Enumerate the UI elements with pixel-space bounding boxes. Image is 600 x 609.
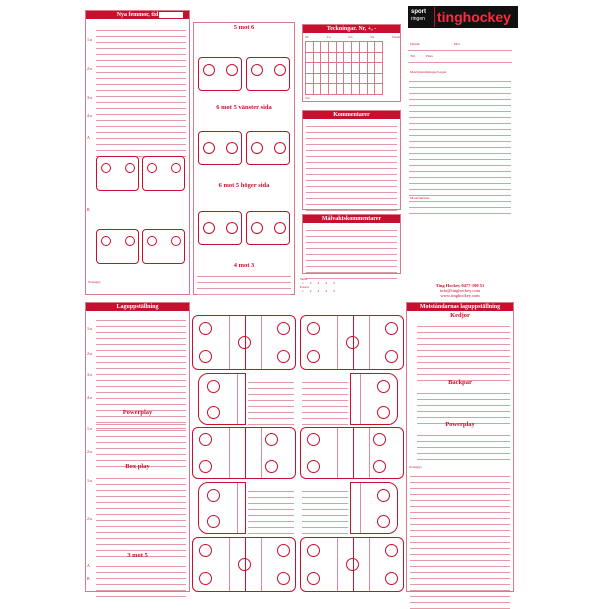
match-notes-lines[interactable] bbox=[409, 76, 511, 214]
comments-lines[interactable] bbox=[306, 121, 397, 223]
lineup-boxplay-title: Box play bbox=[125, 463, 150, 470]
passes-label: Passar bbox=[300, 285, 309, 289]
contact-web[interactable]: www.tinghockey.com bbox=[440, 293, 480, 298]
opponent-kedjor-title: Kedjor bbox=[450, 312, 470, 319]
lineup-row-1: 1:a bbox=[87, 326, 92, 331]
rink-full-5[interactable] bbox=[192, 537, 296, 592]
row-label-2: 2:a bbox=[87, 66, 92, 71]
rink-notes-2[interactable] bbox=[302, 377, 348, 425]
comments-panel bbox=[302, 110, 401, 210]
stats-col-1: 1:a bbox=[326, 35, 331, 39]
comments-title: Kommentarer bbox=[303, 111, 400, 119]
rink-full-2[interactable] bbox=[300, 315, 404, 370]
match-info-panel bbox=[406, 32, 514, 282]
brand-logo bbox=[408, 6, 518, 28]
opponent-backpar-title: Backpar bbox=[448, 379, 472, 386]
rink-full-6[interactable] bbox=[300, 537, 404, 592]
zone-diagram-a1 bbox=[96, 156, 139, 191]
shots-scale-1: 1 2 3 4 5 bbox=[302, 281, 335, 285]
rink-half-2[interactable] bbox=[350, 373, 398, 425]
bottom-row-a: A bbox=[87, 563, 90, 568]
rink-half-1[interactable] bbox=[198, 373, 246, 425]
new-lines-title: Nya femmor, tid bbox=[86, 11, 189, 19]
stats-panel bbox=[302, 24, 401, 102]
rink-notes-3[interactable] bbox=[248, 486, 294, 534]
field-date: Datum bbox=[410, 42, 420, 46]
rink-6v5r-left bbox=[198, 211, 242, 245]
contact-info bbox=[406, 283, 514, 298]
brand-ringen: ringen bbox=[411, 16, 425, 22]
side-label-b: B bbox=[87, 207, 90, 212]
rink-full-4[interactable] bbox=[300, 427, 404, 479]
rink-full-1[interactable] bbox=[192, 315, 296, 370]
lineup-title: Laguppställning bbox=[86, 303, 189, 311]
brand-sport: sport bbox=[411, 9, 426, 15]
powerplay-lines[interactable] bbox=[96, 419, 186, 467]
opponents-notes-label: Motståndarna bbox=[410, 196, 430, 200]
rink-notes-1[interactable] bbox=[248, 377, 294, 425]
opponent-powerplay-title: Powerplay bbox=[445, 421, 475, 428]
opp-powerplay-lines[interactable] bbox=[417, 430, 510, 460]
stats-grid[interactable] bbox=[305, 41, 383, 95]
opponent-lineup-panel bbox=[406, 302, 514, 592]
bottom-row-b: B bbox=[87, 576, 90, 581]
row-label-4: 4:a bbox=[87, 113, 92, 118]
special-teams-panel bbox=[193, 22, 295, 295]
stats-columns bbox=[305, 35, 400, 39]
six-vs-five-left-title: 6 mot 5 vänster sida bbox=[216, 104, 272, 111]
backpar-lines[interactable] bbox=[417, 388, 510, 424]
bp-row-1: 1:a bbox=[87, 478, 92, 483]
lineup-row-2: 2:a bbox=[87, 351, 92, 356]
shots-scale-2: 1 2 3 4 5 bbox=[302, 289, 335, 293]
shots-section bbox=[300, 277, 404, 295]
goalie-comments-title: Målvaktskommentarer bbox=[303, 215, 400, 223]
kedjor-lines[interactable] bbox=[417, 321, 510, 381]
stats-total-label: Tot bbox=[305, 96, 310, 100]
new-lines-entry-lines[interactable] bbox=[96, 25, 186, 157]
stats-col-total: Totalt bbox=[391, 35, 400, 39]
side-label-a: A bbox=[87, 135, 90, 140]
pp-row-2: 2:a bbox=[87, 449, 92, 454]
lineup-powerplay-title: Powerplay bbox=[122, 409, 153, 416]
opp-notes-lines[interactable] bbox=[410, 471, 510, 609]
stats-col-nr: Nr bbox=[305, 35, 309, 39]
three-vs-five-lines[interactable] bbox=[96, 561, 186, 597]
three-vs-five-title: 3 mot 5 bbox=[127, 552, 148, 559]
goalie-comments-panel bbox=[302, 214, 401, 274]
contact-company: Ting Hockey 0477-190 51 bbox=[435, 283, 485, 288]
row-label-1: 1:a bbox=[87, 37, 92, 42]
new-lines-footer: Svensjgs bbox=[88, 280, 101, 284]
contact-email[interactable]: info@tinghockey.com bbox=[440, 288, 480, 293]
zone-diagram-b1 bbox=[96, 229, 139, 264]
rink-6v5l-left bbox=[198, 131, 242, 165]
time-field[interactable] bbox=[159, 12, 183, 18]
stats-col-3: 3:e bbox=[370, 35, 375, 39]
four-vs-three-lines[interactable] bbox=[197, 271, 291, 295]
boxplay-lines[interactable] bbox=[96, 473, 186, 557]
six-vs-five-right-title: 6 mot 5 höger sida bbox=[218, 182, 270, 189]
goalie-comments-lines[interactable] bbox=[306, 225, 397, 279]
rink-5v6-right bbox=[246, 57, 290, 91]
zone-diagram-b2 bbox=[142, 229, 185, 264]
field-time: Tid bbox=[410, 54, 415, 58]
rink-half-4[interactable] bbox=[350, 482, 398, 534]
shots-label: Skott bbox=[300, 277, 308, 281]
zone-diagram-a2 bbox=[142, 156, 185, 191]
opponent-footer: Svensjgs bbox=[409, 465, 422, 469]
match-lines-label: Matchinstallningar/Lagen bbox=[410, 70, 447, 74]
lineup-row-4: 4:a bbox=[87, 395, 92, 400]
row-label-3: 3:a bbox=[87, 95, 92, 100]
rink-notes-4[interactable] bbox=[302, 486, 348, 534]
lineup-row-3: 3:a bbox=[87, 372, 92, 377]
brand-name: tinghockey bbox=[437, 9, 511, 25]
five-vs-six-title: 5 mot 6 bbox=[233, 24, 255, 31]
bp-row-2: 2:a bbox=[87, 516, 92, 521]
rink-6v5l-right bbox=[246, 131, 290, 165]
lineup-panel bbox=[85, 302, 190, 592]
rink-6v5r-right bbox=[246, 211, 290, 245]
four-vs-three-title: 4 mot 3 bbox=[233, 262, 255, 269]
rink-5v6-left bbox=[198, 57, 242, 91]
rink-full-3[interactable] bbox=[192, 427, 296, 479]
rink-half-3[interactable] bbox=[198, 482, 246, 534]
new-lines-panel bbox=[85, 10, 190, 295]
rinks-area bbox=[192, 315, 404, 593]
stats-col-2: 2:a bbox=[348, 35, 353, 39]
opponent-lineup-title: Motståndarnas laguppställning bbox=[407, 303, 513, 311]
stats-title: Teckningar. Nr, +, - bbox=[303, 25, 400, 33]
field-opponent: Mot bbox=[454, 42, 460, 46]
pp-row-1: 1:a bbox=[87, 426, 92, 431]
field-place: Plats bbox=[426, 54, 433, 58]
